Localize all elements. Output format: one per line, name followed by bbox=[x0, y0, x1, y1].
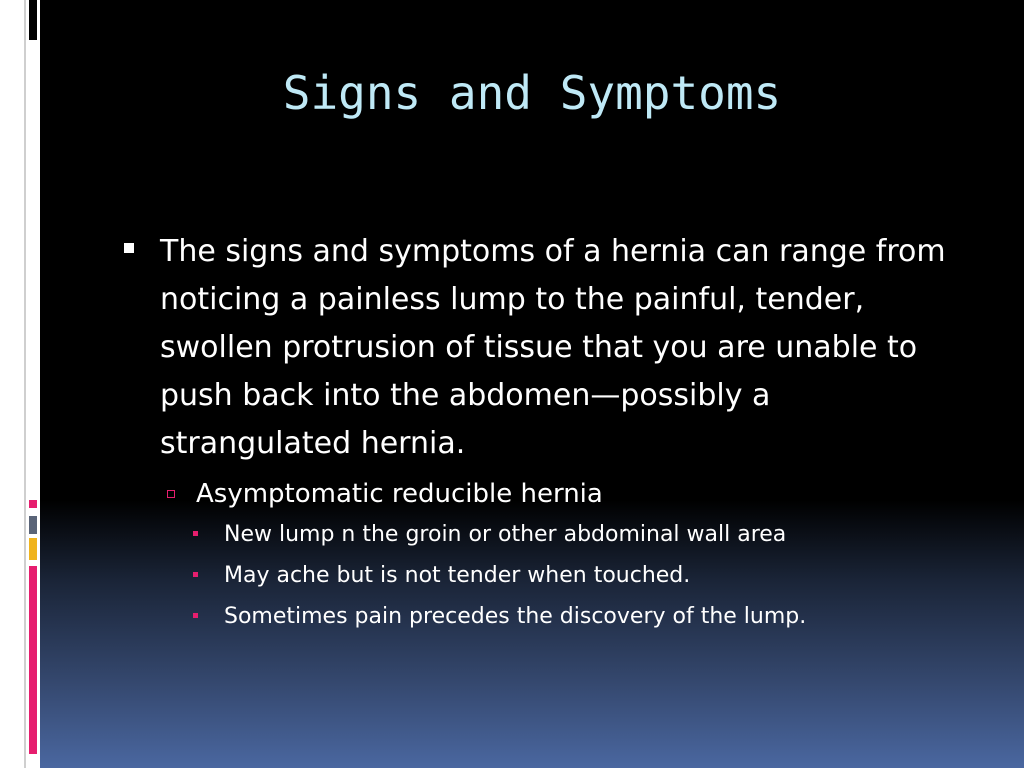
small-square-bullet-icon bbox=[193, 531, 198, 536]
sub-sub-bullet-text: May ache but is not tender when touched. bbox=[224, 563, 691, 588]
small-square-bullet-icon bbox=[193, 572, 198, 577]
hollow-square-bullet-icon bbox=[167, 490, 175, 498]
bullet-level-3 bbox=[184, 514, 948, 555]
bullet-level-1 bbox=[118, 228, 948, 468]
slide-canvas bbox=[40, 0, 1024, 768]
strip-block-slate bbox=[29, 516, 37, 534]
strip-block-pink-small bbox=[29, 500, 37, 508]
small-square-bullet-icon bbox=[193, 613, 198, 618]
slide-title: Signs and Symptoms bbox=[282, 66, 782, 120]
left-decorative-strip bbox=[0, 0, 40, 768]
bullet-level-2 bbox=[154, 474, 948, 514]
bullet-text: The signs and symptoms of a hernia can range from noticing a painless lump to the painful, tender, swollen protrusion of tissue that you are unable to push back into the abdomen—possibly a strangulated hernia. bbox=[160, 234, 946, 461]
sub-sub-bullet-text: Sometimes pain precedes the discovery of the lump. bbox=[224, 604, 807, 629]
sub-bullet-text: Asymptomatic reducible hernia bbox=[196, 479, 603, 509]
bullet-level-3 bbox=[184, 555, 948, 596]
sub-sub-bullet-text: New lump n the groin or other abdominal wall area bbox=[224, 522, 787, 547]
strip-block-top bbox=[29, 0, 37, 40]
strip-block-gold bbox=[29, 538, 37, 560]
square-bullet-icon bbox=[124, 243, 134, 253]
bullet-level-3 bbox=[184, 596, 948, 637]
strip-block-pink-large bbox=[29, 566, 37, 754]
strip-divider-line bbox=[24, 0, 26, 768]
slide-content bbox=[118, 228, 948, 637]
